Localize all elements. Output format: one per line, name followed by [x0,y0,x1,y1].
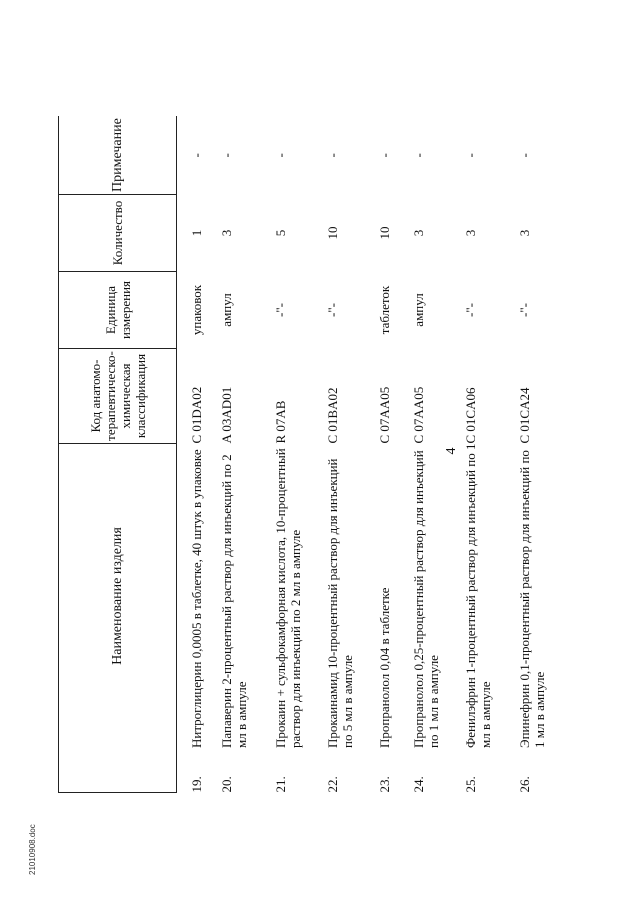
page-number: 4 [444,447,459,455]
table-row [177,116,219,792]
table-row [273,116,325,792]
note: - [516,153,532,158]
row-number: 26. [516,776,532,793]
header-number-column [59,748,177,793]
row-number: 19. [189,776,204,793]
note: - [410,153,426,158]
row-number: 20. [218,776,234,793]
note: - [272,153,288,158]
quantity: 10 [324,226,340,240]
table-body [177,116,557,792]
item-name: Папаверин 2-процентный раствор для инъекций по 2 мл в ампуле [218,454,249,748]
unit: -"- [272,303,288,317]
atc-code: C 07AA05 [376,386,392,444]
item-name: Пропранолол 0,25-процентный раствор для инъекций по 1 мл в ампуле [410,450,441,748]
table-row [517,116,557,792]
header-note: Примечание [59,116,177,194]
table-row [463,116,517,792]
table-row [325,116,377,792]
atc-code: C 01DA02 [189,386,204,444]
note: - [376,153,392,158]
unit: ампул [410,293,426,327]
atc-code: C 01CA06 [462,387,478,444]
atc-code: R 07AB [272,400,288,444]
item-name: Прокаин + сульфокамфорная кислота, 10-процентный раствор для инъекций по 2 мл в ампуле [272,448,303,748]
header-unit: Единица измерения [59,272,177,349]
quantity: 1 [189,229,204,237]
table-row [411,116,463,792]
item-name: Пропранолол 0,04 в таблетке [376,587,392,748]
row-number: 25. [462,776,478,793]
quantity: 3 [218,229,234,237]
item-name: Фенилэфрин 1-процентный раствор для инъекций по 1 мл в ампуле [462,443,493,748]
header-code: Код анатомо-терапевтическо-химическая классификация [59,349,177,444]
item-name: Прокаинамид 10-процентный раствор для инъекций по 5 мл в ампуле [324,458,355,748]
table-row [377,116,411,792]
note: - [324,153,340,158]
header-quantity: Количество [59,195,177,272]
items-table [58,116,557,793]
item-name: Нитроглицерин 0,0005 в таблетке, 40 штук в упаковке [189,449,204,748]
row-number: 24. [410,776,426,793]
note: - [462,153,478,158]
unit: -"- [516,303,532,317]
row-number: 21. [272,776,288,793]
unit: -"- [462,303,478,317]
atc-code: A 03AD01 [218,386,234,444]
file-name-footer: 21010908.doc [28,824,37,875]
table-row [219,116,273,792]
atc-code: C 01BA02 [324,387,340,444]
quantity: 3 [462,229,478,237]
unit: -"- [324,303,340,317]
note: - [218,153,234,158]
note: - [189,153,204,158]
quantity: 3 [410,229,426,237]
atc-code: C 07AA05 [410,386,426,444]
item-name: Эпинефрин 0,1-процентный раствор для инъекций по 1 мл в ампуле [516,450,547,748]
unit: упаковок [189,284,204,336]
quantity: 10 [376,226,392,240]
row-number: 23. [376,776,392,793]
unit: таблеток [376,285,392,335]
quantity: 3 [516,229,532,237]
header-name: Наименование изделия [110,527,125,665]
unit: ампул [218,293,234,327]
row-number: 22. [324,776,340,793]
atc-code: C 01CA24 [516,387,532,444]
table-header [59,116,177,792]
quantity: 5 [272,229,288,237]
